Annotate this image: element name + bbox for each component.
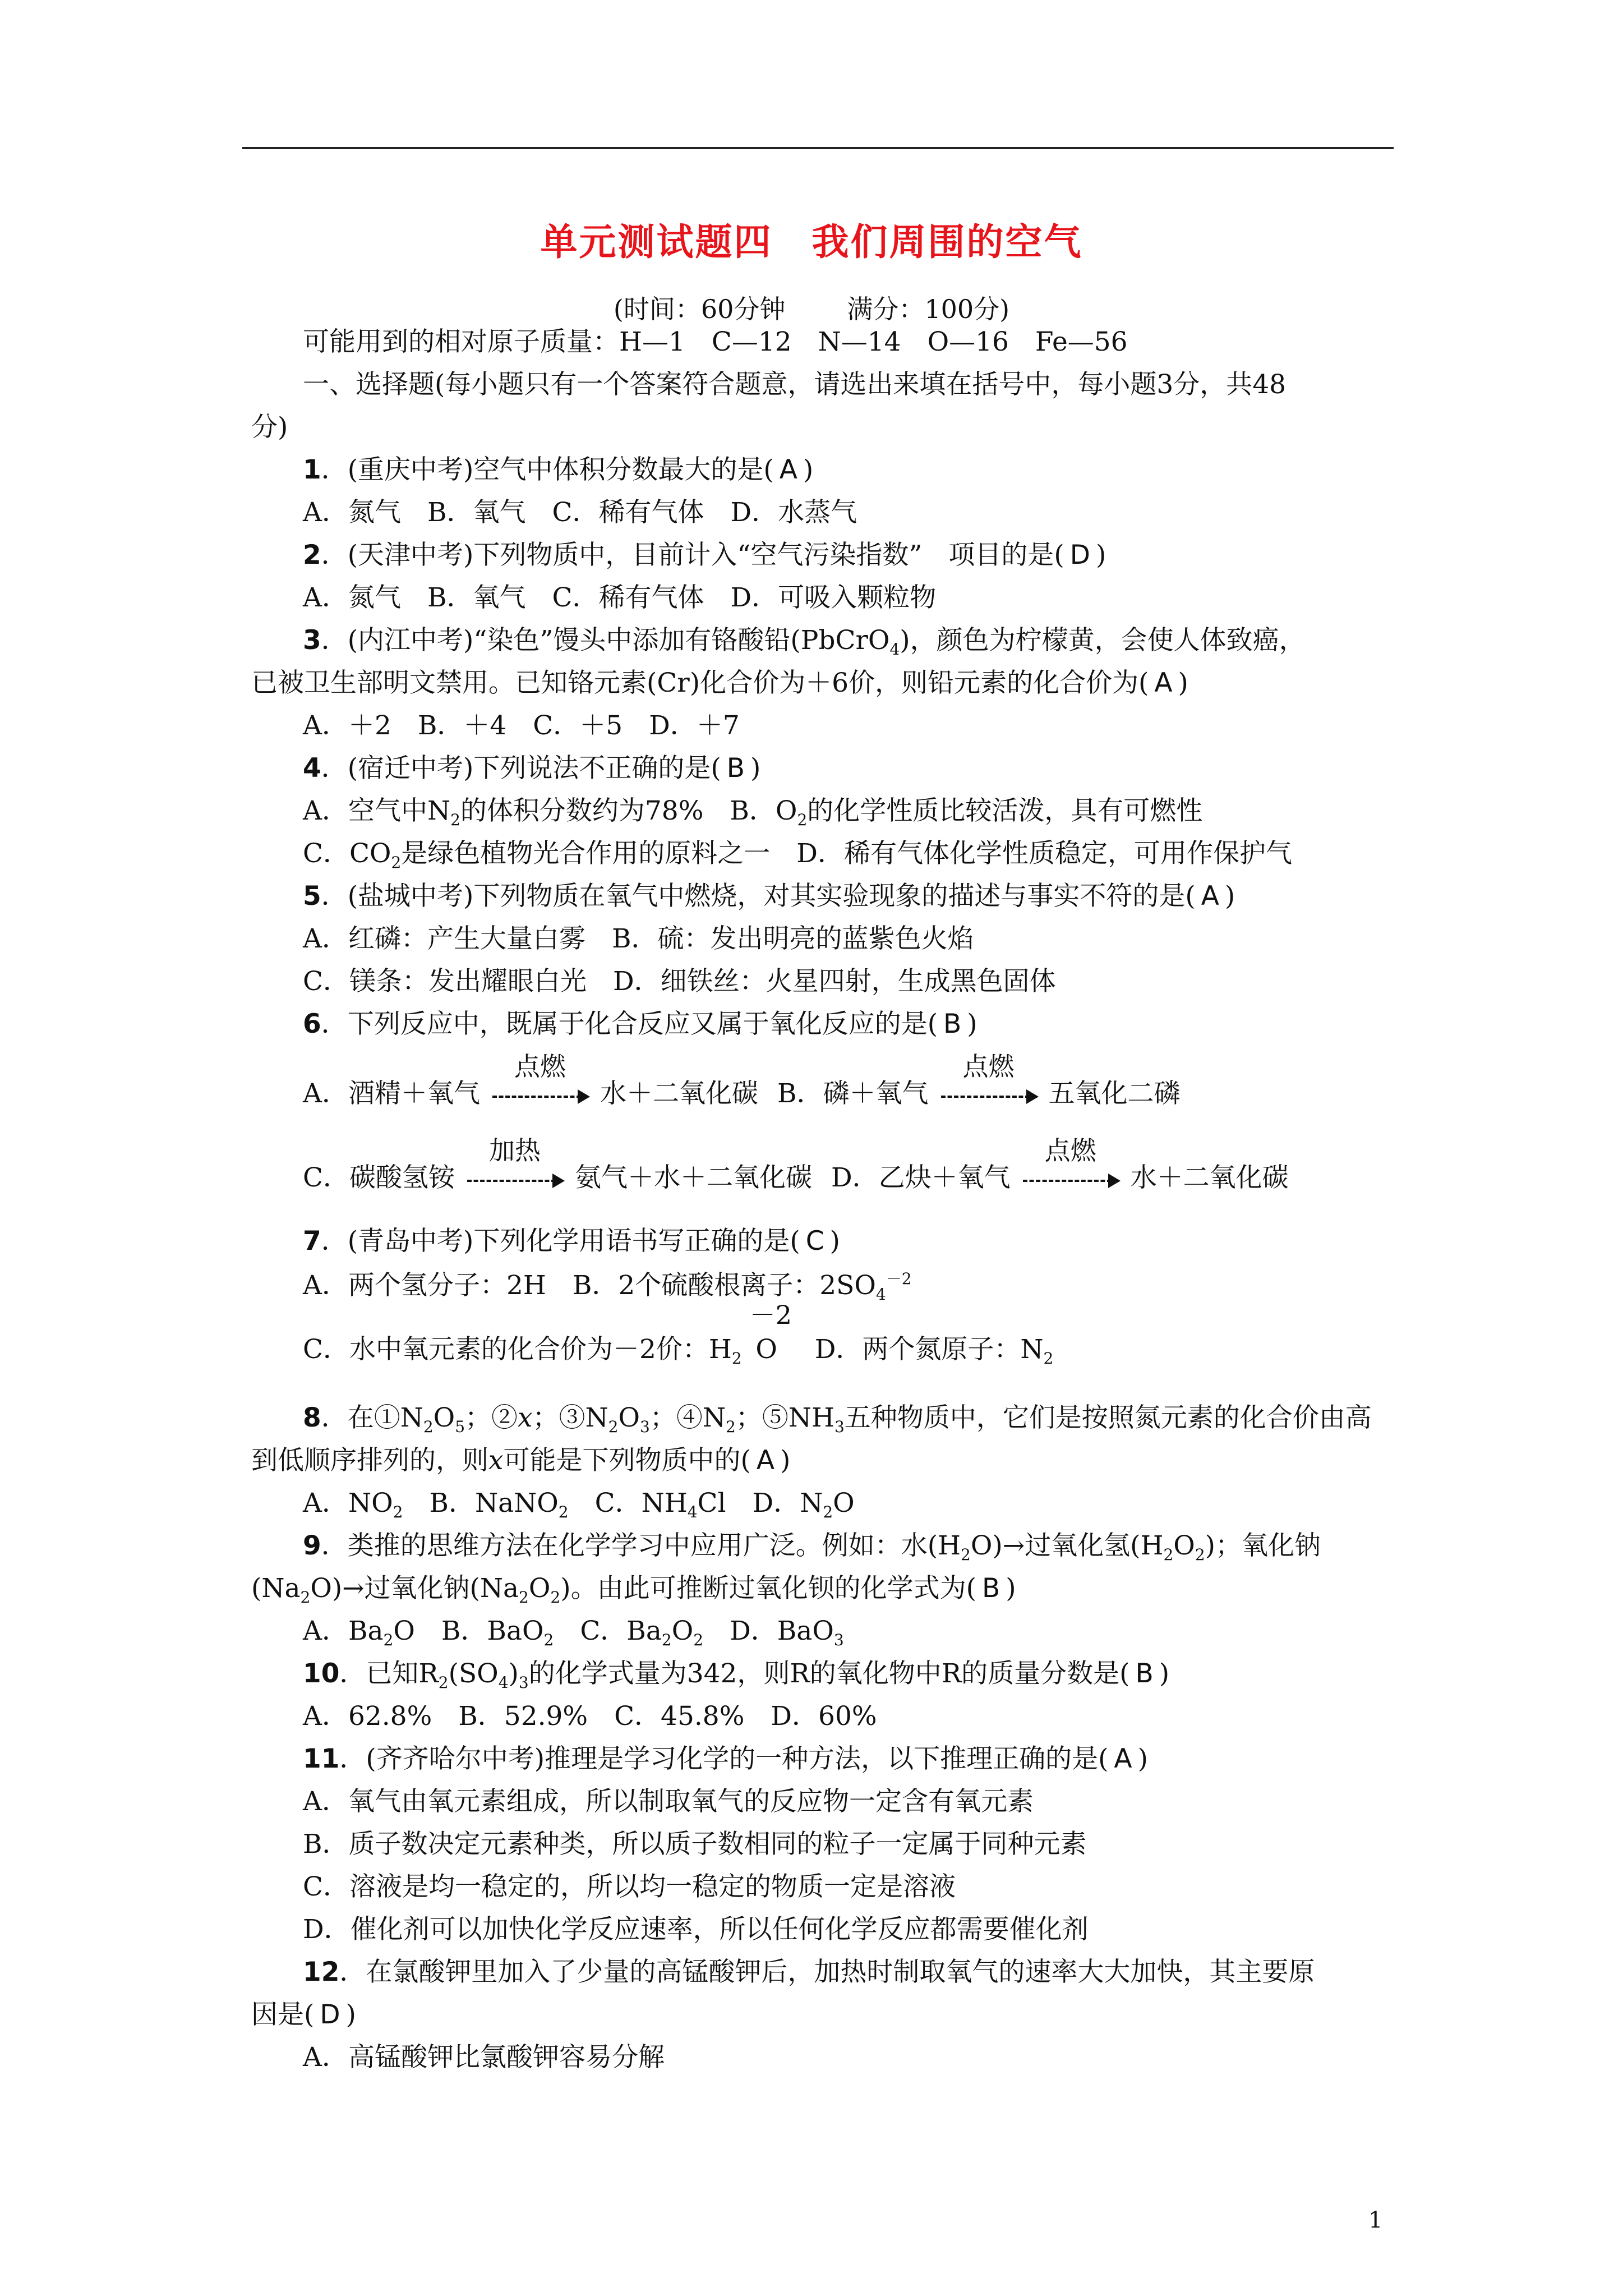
reaction-arrow: 点燃: [935, 1079, 1042, 1112]
q7-options-ab: A．两个氢分子：2H B．2个硫酸根离子：$2SO_4^{-2}$: [303, 1269, 912, 1304]
q5-options-ab: A．红磷：产生大量白雾 B．硫：发出明亮的蓝紫色火焰: [303, 923, 974, 954]
q11-option-b: B．质子数决定元素种类，所以质子数相同的粒子一定属于同种元素: [303, 1829, 1087, 1860]
exam-meta: [0, 289, 1623, 326]
q6-options-cd: C．碳酸氢铵 加热 氨气＋水＋二氧化碳 D．乙炔＋氧气 点燃 水＋二氧化碳: [303, 1161, 1289, 1197]
section-heading: 一、选择题(每小题只有一个答案符合题意，请选出来填在括号中，每小题3分，共48: [303, 369, 1287, 400]
question-12-cont: 因是( D ): [251, 1998, 356, 2032]
q10-options: A．62.8% B．52.9% C．45.8% D．60%: [303, 1701, 877, 1732]
answer-7: C: [805, 1226, 824, 1257]
page-number: 1: [1368, 2207, 1383, 2233]
question-4: 4．(宿迁中考)下列说法不正确的是( B ): [303, 752, 760, 785]
q6-options-ab: A．酒精＋氧气 点燃 水＋二氧化碳 B．磷＋氧气 点燃 五氧化二磷: [303, 1077, 1181, 1112]
question-6: 6．下列反应中，既属于化合反应又属于氧化反应的是( B ): [303, 1007, 978, 1041]
answer-9: B: [981, 1573, 1000, 1604]
q11-option-a: A．氧气由氧元素组成，所以制取氧气的反应物一定含有氧元素: [303, 1786, 1034, 1817]
question-8-cont: 到低顺序排列的，则x可能是下列物质中的( A ): [251, 1444, 790, 1478]
question-10: 10．已知$R_2(SO_4)_3$的化学式量为342，则R的氧化物中R的质量分数是( B ): [303, 1658, 1170, 1692]
answer-12: D: [320, 1999, 340, 2030]
answer-4: B: [726, 753, 745, 784]
q4-options-cd: C．$CO_2$是绿色植物光合作用的原料之一 D．稀有气体化学性质稳定，可用作保护气: [303, 838, 1292, 872]
reaction-arrow: 点燃: [1017, 1163, 1124, 1197]
q12-option-a: A．高锰酸钾比氯酸钾容易分解: [303, 2042, 665, 2073]
answer-10: B: [1135, 1658, 1154, 1689]
page-title: [0, 212, 1623, 265]
q8-options: A．$NO_2$ B．NaNO$_2$ C．$NH_4Cl$ D．$N_2O$: [303, 1488, 855, 1521]
full-score: 满分：100分): [847, 294, 1010, 324]
section-heading-cont: 分): [251, 412, 288, 443]
question-9-cont: $(Na_2O)\to$过氧化钠$(Na_2O_2)$。由此可推断过氧化钡的化学式为( B ): [251, 1573, 1016, 1607]
q11-option-c: C．溶液是均一稳定的，所以均一稳定的物质一定是溶液: [303, 1871, 956, 1902]
q4-options-ab: A．空气中$N_2$的体积分数约为78% B．$O_2$的化学性质比较活泼，具有可燃性: [303, 795, 1203, 829]
reaction-arrow: 点燃: [487, 1079, 593, 1112]
q9-options: A．$Ba_2O$ B．BaO$_2$ C．$Ba_2O_2$ D．BaO$_3$: [303, 1616, 844, 1649]
atomic-masses: 可能用到的相对原子质量：H—1 C—12 N—14 O—16 Fe—56: [303, 326, 1128, 357]
question-5: 5．(盐城中考)下列物质在氧气中燃烧，对其实验现象的描述与事实不符的是( A ): [303, 880, 1235, 913]
question-2: 2．(天津中考)下列物质中，目前计入“空气污染指数” 项目的是( D ): [303, 539, 1106, 572]
question-12: 12．在氯酸钾里加入了少量的高锰酸钾后，加热时制取氧气的速率大大加快，其主要原: [303, 1957, 1315, 1987]
question-7: 7．(青岛中考)下列化学用语书写正确的是( C ): [303, 1225, 840, 1258]
q1-options: A．氮气 B．氧气 C．稀有气体 D．水蒸气: [303, 497, 857, 528]
question-3-cont: 已被卫生部明文禁用。已知铬元素(Cr)化合价为＋6价，则铅元素的化合价为( A ): [251, 666, 1188, 700]
question-8: 8．在$①N_2O_5$；②x；$③N_2O_3$；$④N_2$；$⑤NH_3$五种物质中，它们是按照氮元素的化合价由高: [303, 1402, 1372, 1436]
q2-options: A．氮气 B．氧气 C．稀有气体 D．可吸入颗粒物: [303, 582, 937, 613]
header-rule: [242, 147, 1394, 149]
question-11: 11．(齐齐哈尔中考)推理是学习化学的一种方法，以下推理正确的是( A ): [303, 1742, 1148, 1776]
q3-options: A．＋2 B．＋4 C．＋5 D．＋7: [303, 710, 740, 741]
answer-1: A: [779, 454, 797, 485]
q7-options-cd: C．水中氧元素的化合价为－2价：$H_2$ －2 O D．两个氮原子：$N_2$: [303, 1300, 1054, 1368]
time-limit: (时间：60分钟: [613, 294, 786, 324]
question-9: 9．类推的思维方法在化学学习中应用广泛。例如：水$(H_2O)\to$过氧化氢$(H_2O_2)$；氧化钠: [303, 1530, 1321, 1564]
answer-2: D: [1069, 540, 1090, 570]
answer-6: B: [943, 1009, 962, 1039]
title-unit: 单元测试题四: [540, 220, 773, 264]
answer-11: A: [1114, 1743, 1132, 1774]
answer-3: A: [1154, 668, 1173, 698]
valence-mark: －2 O: [749, 1300, 792, 1365]
question-1: 1．(重庆中考)空气中体积分数最大的是( A ): [303, 453, 813, 487]
q11-option-d: D．催化剂可以加快化学反应速率，所以任何化学反应都需要催化剂: [303, 1914, 1089, 1945]
question-3: 3．(内江中考)“染色”馒头中添加有铬酸铅(PbCrO$_4$)，颜色为柠檬黄，会使人体致癌，: [303, 625, 1306, 659]
answer-8: A: [756, 1445, 775, 1476]
answer-5: A: [1201, 881, 1219, 912]
title-topic: 我们周围的空气: [811, 220, 1083, 264]
q5-options-cd: C．镁条：发出耀眼白光 D．细铁丝：火星四射，生成黑色固体: [303, 966, 1056, 997]
reaction-arrow: 加热: [462, 1163, 568, 1197]
